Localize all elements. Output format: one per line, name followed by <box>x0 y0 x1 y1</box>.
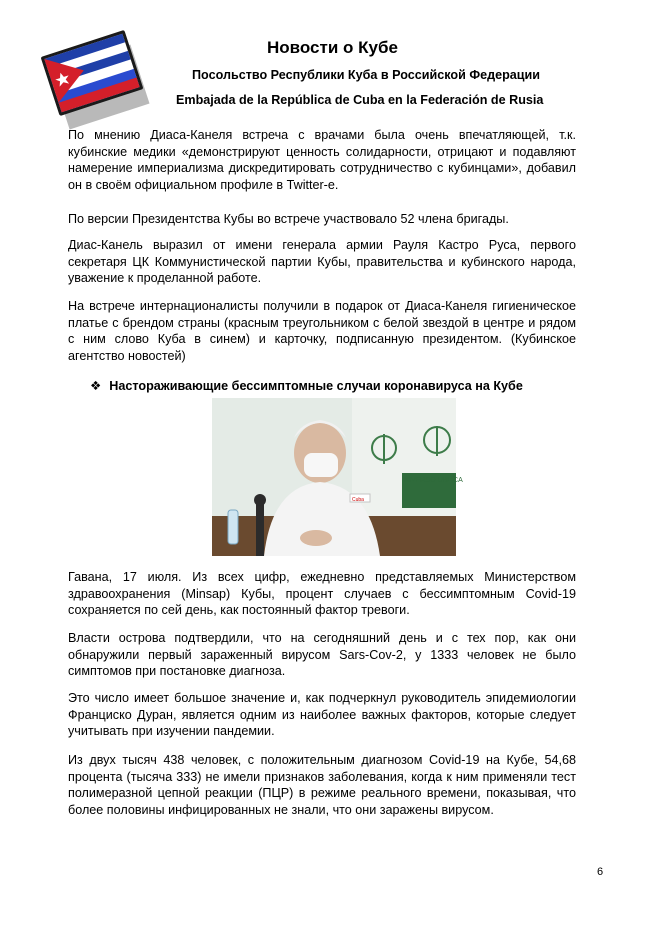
badge-text: Cuba <box>352 497 364 503</box>
news-photo <box>212 398 463 556</box>
paragraph: Диас-Канель выразил от имени генерала армии Рауля Кастро Руса, первого секретаря ЦК Коммунистической партии Кубы, правительства и кубинского народа, уважение к проделанной работе. <box>68 238 576 286</box>
section-heading <box>90 378 523 393</box>
paragraph: На встрече интернационалисты получили в подарок от Диаса-Канеля гигиеническое платье с брендом страны (красным треугольником с белой звездой в центре и рядом с ним слово Куба в синем) и карточку, подписанную президентом. (Кубинское агентство новостей) <box>68 299 576 363</box>
paragraph: Это число имеет большое значение и, как подчеркнул руководитель эпидемиологии Франциско Дуран, является одним из наиболее важных факторов, которые следует учитывать при изучении пандемии. <box>68 691 576 739</box>
emblem-text: NIVERSO ÚBLICA <box>404 477 463 484</box>
paragraph: Власти острова подтвердили, что на сегодняшний день и с тех пор, как они обнаружили первый зараженный вирусом Sars-Cov-2, у 1333 человек не было симптомов при постановке диагноза. <box>68 631 576 679</box>
page-number: 6 <box>597 866 604 878</box>
cuba-russia-flag-logo <box>44 38 148 118</box>
embassy-name-spanish: Embajada de la República de Cuba en la Federación de Rusia <box>176 93 544 107</box>
paragraph: По мнению Диаса-Канеля встреча с врачами была очень впечатляющей, т.к. кубинские медики «демонстрируют ценность солидарности, отрицают и подавляют намерение империализма дискредитировать сотрудничество с кубинцами», добавил он в своём официальном профиле в Twitter-е. <box>68 128 576 192</box>
page-title: Новости о Кубе <box>267 38 398 57</box>
paragraph: Гавана, 17 июля. Из всех цифр, ежедневно представляемых Министерством здравоохранения (Minsap) Кубы, процент случаев с бессимптомным Covid-19 сохраняется по сей день, как постоянный фактор тревоги. <box>68 570 576 618</box>
photo-scene <box>212 398 463 556</box>
paragraph: По версии Президентства Кубы во встрече участвовало 52 члена бригады. <box>68 212 509 226</box>
diamond-bullet-icon: ❖ <box>90 379 102 393</box>
paragraph: Из двух тысяч 438 человек, с положительным диагнозом Covid-19 на Кубе, 54,68 процента (тысяча 333) не имели признаков заболевания, когда к ним применяли тест полимеразной цепной реакции (ПЦР) в режиме реального времени, показывая, что более половины инфицированных не знали, что они заражены вирусом. <box>68 753 576 817</box>
section-heading-text: Настораживающие бессимптомные случаи коронавируса на Кубе <box>109 379 523 393</box>
embassy-name-russian: Посольство Республики Куба в Российской Федерации <box>192 68 540 82</box>
